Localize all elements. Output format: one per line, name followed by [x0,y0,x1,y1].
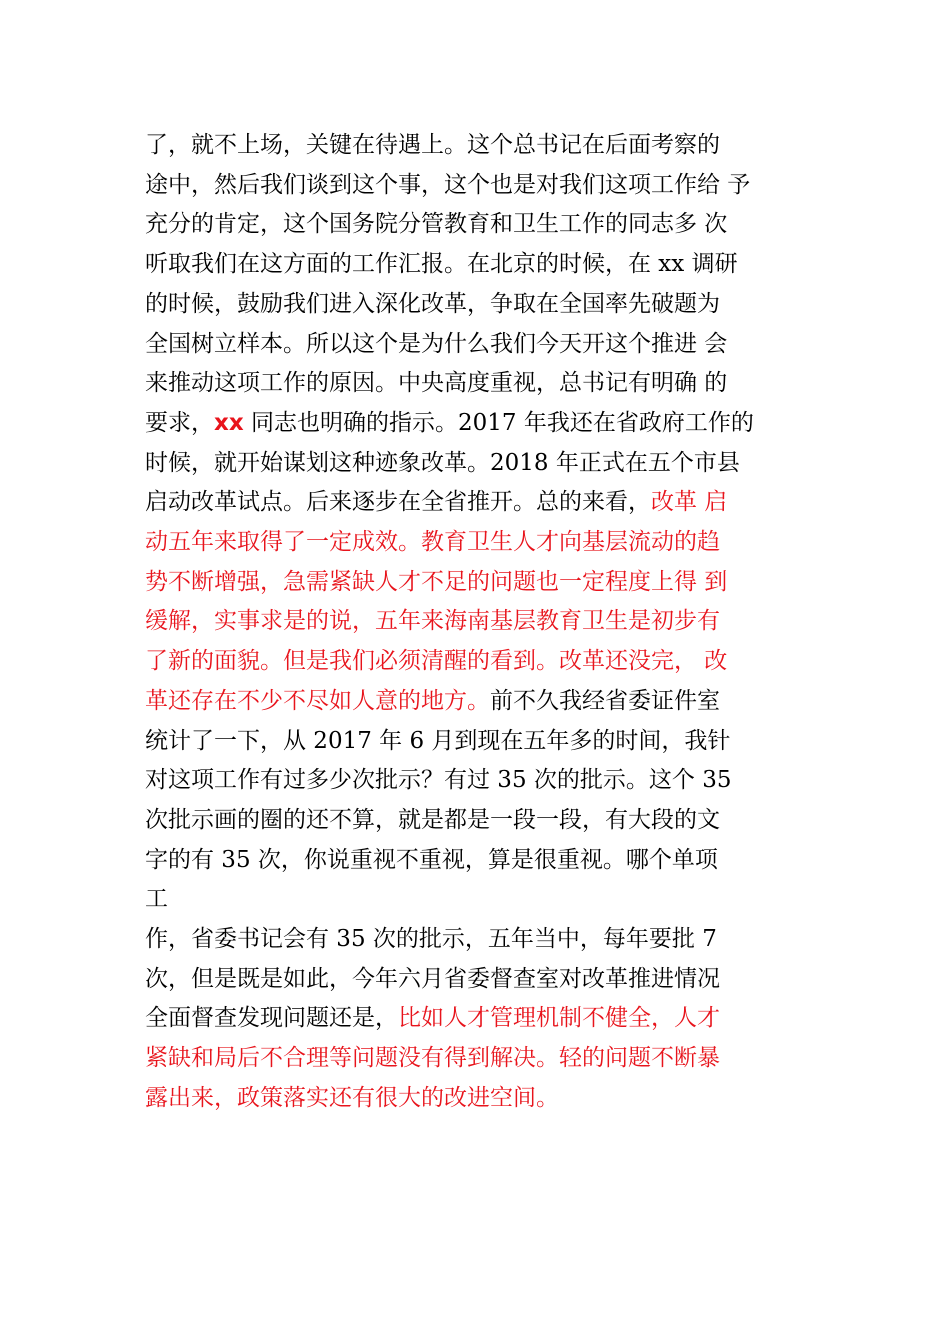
body-text: 来推动这项工作的原因。中央高度重视，总书记有明确 的 [145,370,728,397]
text-line [145,289,810,319]
body-text: 工 [145,886,168,913]
text-line [145,686,810,716]
text-line [145,606,810,636]
highlighted-text: 缓解，实事求是的说，五年来海南基层教育卫生是初步有 [145,608,720,635]
text-line [145,567,810,597]
text-line [145,130,810,160]
body-text: 字的有 35 次，你说重视不重视，算是很重视。哪个单项 [145,846,718,873]
text-line [145,646,810,676]
body-text: 统计了一下，从 2017 年 6 月到现在五年多的时间，我针 [145,727,731,754]
text-line [145,329,810,359]
body-text: 要求， [145,409,214,436]
body-text: 次批示画的圈的还不算，就是都是一段一段，有大段的文 [145,806,720,833]
text-line [145,805,810,835]
text-line [145,845,810,875]
text-line [145,924,810,954]
body-text: 前不久我经省委证件室 [490,687,720,714]
text-line [145,487,810,517]
body-text: 了，就不上场，关键在待遇上。这个总书记在后面考察的 [145,132,720,158]
highlighted-text: 比如人才管理机制不健全，人才 [398,1005,720,1032]
highlighted-text: 改革 启 [651,489,728,516]
text-line [145,1043,810,1073]
text-line [145,884,810,914]
text-line [145,1083,810,1113]
highlighted-text: 势不断增强，急需紧缺人才不足的问题也一定程度上得 到 [145,568,728,595]
body-text: 次，但是既是如此，今年六月省委督查室对改革推进情况 [145,965,720,992]
body-text: 听取我们在这方面的工作汇报。在北京的时候，在 xx 调研 [145,251,738,278]
text-line [145,765,810,795]
text-line [145,1003,810,1033]
body-text: 时候，就开始谋划这种迹象改革。2018 年正式在五个市县 [145,449,740,476]
highlighted-text: 了新的面貌。但是我们必须清醒的看到。改革还没完， 改 [145,648,728,675]
body-text: 全国树立样本。所以这个是为什么我们今天开这个推进 会 [145,330,728,357]
highlighted-text: xx [214,409,244,436]
body-text: 启动改革试点。后来逐步在全省推开。总的来看， [145,489,651,516]
body-text: 途中，然后我们谈到这个事，这个也是对我们这项工作给 予 [145,171,751,198]
highlighted-text: 动五年来取得了一定成效。教育卫生人才向基层流动的趋 [145,529,720,555]
body-text: 作，省委书记会有 35 次的批示，五年当中，每年要批 7 [145,926,717,952]
body-text: 充分的肯定，这个国务院分管教育和卫生工作的同志多 次 [145,211,728,238]
text-line [145,408,810,438]
text-line [145,964,810,994]
highlighted-text: 紧缺和局后不合理等问题没有得到解决。轻的问题不断暴 [145,1045,720,1072]
text-line [145,368,810,398]
text-line [145,448,810,478]
body-text: 同志也明确的指示。2017 年我还在省政府工作的 [243,409,754,436]
highlighted-text: 革还存在不少不尽如人意的地方。 [145,687,490,714]
text-line [145,249,810,279]
body-text: 对这项工作有过多少次批示？有过 35 次的批示。这个 35 [145,767,732,794]
text-line [145,170,810,200]
text-line [145,209,810,239]
body-text: 的时候，鼓励我们进入深化改革，争取在全国率先破题为 [145,290,720,317]
body-text: 全面督查发现问题还是， [145,1005,398,1032]
text-line [145,726,810,756]
highlighted-text: 露出来，政策落实还有很大的改进空间。 [145,1084,559,1111]
text-line [145,527,810,557]
